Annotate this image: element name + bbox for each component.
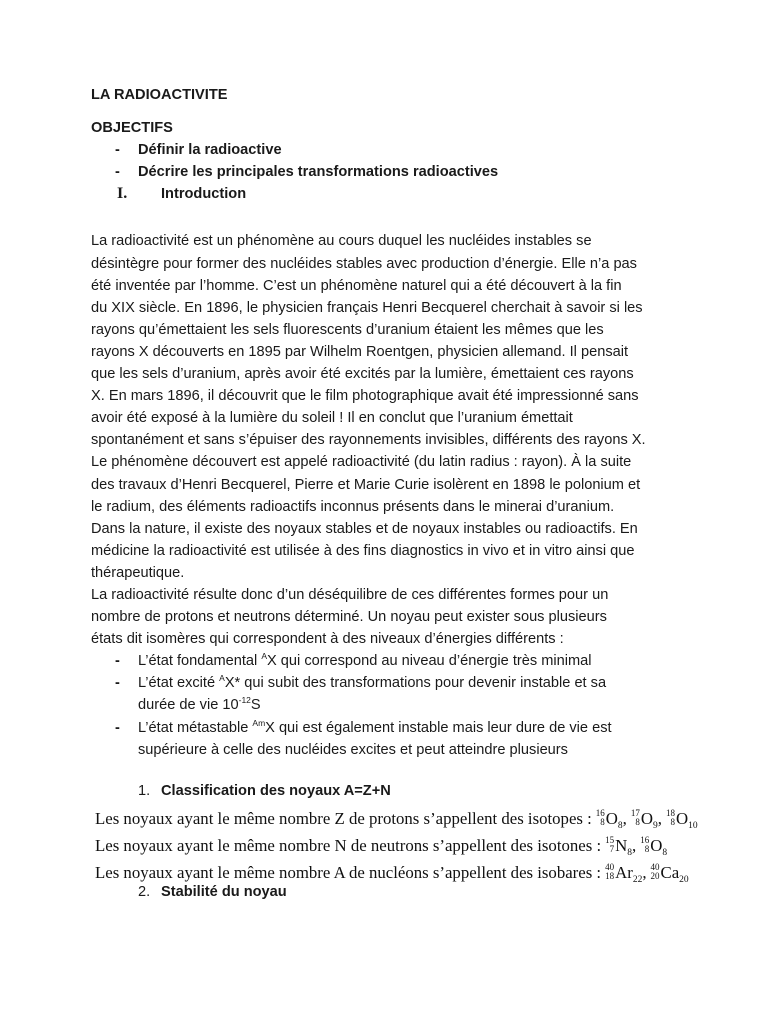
classification-text: Les noyaux ayant le même nombre N de neutrons s’appellent des isotones : xyxy=(95,836,602,855)
nuclide-notation xyxy=(651,859,689,890)
element-symbol: O xyxy=(675,809,689,828)
separator: , xyxy=(657,809,662,828)
mass-number: 18 xyxy=(665,808,675,819)
neutron-number: 9 xyxy=(653,821,658,831)
atomic-number: 8 xyxy=(644,844,650,855)
paragraph-line: thérapeutique. xyxy=(91,564,185,581)
atomic-number: 8 xyxy=(635,817,640,828)
neutron-number: 8 xyxy=(617,821,623,831)
states-list xyxy=(91,650,681,760)
objectifs-heading: OBJECTIFS xyxy=(91,120,173,137)
atomic-number: 18 xyxy=(605,871,615,882)
paragraph-line: médicine la radioactivité est utilisée à des fins diagnostics in vivo et in vitro ainsi que xyxy=(91,542,635,559)
mass-number: 40 xyxy=(650,862,660,873)
document-page xyxy=(91,84,681,802)
paragraph-line: rayons qu’émettaient les sels fluorescents d’uranium étaient les mêmes que les xyxy=(91,321,604,338)
paragraph-line: La radioactivité résulte donc d’un déséquilibre de ces différentes formes pour un xyxy=(91,586,609,603)
page-title: LA RADIOACTIVITE xyxy=(91,87,228,103)
paragraph-line: Dans la nature, il existe des noyaux stables et de noyaux instables ou radioactifs. En xyxy=(91,520,638,537)
mass-number: 40 xyxy=(605,862,615,873)
neutron-number: 22 xyxy=(632,875,643,885)
element-symbol: Ar xyxy=(615,863,633,882)
paragraph-line: états dit isomères qui correspondent à des niveaux d’énergies différents : xyxy=(91,631,564,648)
atomic-number: 8 xyxy=(600,817,605,828)
separator: , xyxy=(642,863,647,882)
paragraph-line: Le phénomène découvert est appelé radioactivité (du latin radius : rayon). À la suite xyxy=(91,454,632,471)
paragraph-line: La radioactivité est un phénomène au cours duquel les nucléides instables se xyxy=(91,233,592,250)
dash-bullet: - xyxy=(115,675,120,692)
nuclide-notation xyxy=(605,859,646,890)
mass-number: 16 xyxy=(640,835,650,846)
objectif-item: - Décrire les principales transformations radioactives xyxy=(91,161,681,183)
paragraph-line: X. En mars 1896, il découvrit que le film photographique avait été impressionné sans xyxy=(91,388,639,405)
separator: , xyxy=(622,809,627,828)
paragraph-line: des travaux d’Henri Becquerel, Pierre et Marie Curie isolèrent en 1898 le polonium et xyxy=(91,476,641,493)
section-heading-stabilite: 2. Stabilité du noyau xyxy=(138,884,287,900)
list-item: - L’état excité $^A$X* qui subit des transformations pour devenir instable et sa durée de vie $10^{-12}S$ xyxy=(115,673,607,714)
dash-bullet: - xyxy=(115,164,120,181)
paragraph-line: spontanément et sans s’épuiser des rayonnements invisibles, différents des rayons X. xyxy=(91,432,646,449)
mass-number: 15 xyxy=(605,835,615,846)
paragraph-line: du XIX siècle. En 1896, le physicien français Henri Becquerel cherchait à savoir si les xyxy=(91,299,643,316)
paragraph-line: été inventée par l’homme. C’est un phénomène naturel qui a été découvert à la fin xyxy=(91,277,622,294)
roman-numeral: I. xyxy=(117,185,128,203)
mass-number: 16 xyxy=(595,808,605,819)
paragraph-line: rayons X découverts en 1895 par Wilhelm Roentgen, physicien allemand. Il pensait xyxy=(91,343,629,360)
atomic-number: 7 xyxy=(609,844,615,855)
dash-bullet: - xyxy=(115,142,120,159)
list-item: - L’état métastable $^{Am}$X qui est également instable mais leur dure de vie est supérieure à celle des nucléides excites et peut atteindre plusieurs xyxy=(115,717,612,758)
paragraph-line: que les sels d’uranium, après avoir été excités par la lumière, émettaient ces rayons xyxy=(91,366,634,383)
paragraph-line: avoir été exposé à la lumière du soleil ! Il en conclut que l’uranium émettait xyxy=(91,410,573,427)
paragraph-line: désintègre pour former des nucléides stables avec production d’énergie. Elle n’a pas xyxy=(91,255,637,272)
element-symbol: N xyxy=(615,836,628,855)
element-symbol: O xyxy=(650,836,663,855)
separator: , xyxy=(631,836,637,855)
section-heading-classification: 1. Classification des noyaux A=Z+N xyxy=(138,782,391,799)
classification-text: Les noyaux ayant le même nombre Z de protons s’appellent des isotopes : xyxy=(95,809,592,828)
objectif-item: - Définir la radioactive xyxy=(91,139,681,161)
classification-text: Les noyaux ayant le même nombre A de nucléons s’appellent des isobares : xyxy=(95,863,602,882)
paragraph-line: nombre de protons et neutrons déterminé. Un noyau peut exister sous plusieurs xyxy=(91,609,607,626)
list-item: - L’état fondamental $^A$X qui correspond au niveau d’énergie très minimal xyxy=(91,650,681,672)
atomic-number: 20 xyxy=(650,871,660,882)
classification-line xyxy=(95,832,745,859)
dash-bullet: - xyxy=(115,719,120,736)
paragraph-line: le radium, des éléments radioactifs inconnus présents dans le minerai d’uranium. xyxy=(91,498,615,515)
neutron-number: 8 xyxy=(627,848,632,858)
nuclide-notation xyxy=(666,805,698,836)
neutron-number: 20 xyxy=(679,875,689,885)
neutron-number: 8 xyxy=(662,848,668,858)
atomic-number: 8 xyxy=(670,817,675,828)
neutron-number: 10 xyxy=(688,821,698,831)
classification-line xyxy=(95,859,745,886)
introduction-paragraph xyxy=(91,230,681,650)
classification-line xyxy=(95,805,745,832)
classification-lines xyxy=(95,805,745,886)
element-symbol: O xyxy=(605,809,618,828)
element-symbol: O xyxy=(640,809,653,828)
section-heading-introduction: I. Introduction xyxy=(91,183,681,205)
mass-number: 17 xyxy=(630,808,640,819)
element-symbol: Ca xyxy=(660,863,680,882)
dash-bullet: - xyxy=(115,653,120,670)
